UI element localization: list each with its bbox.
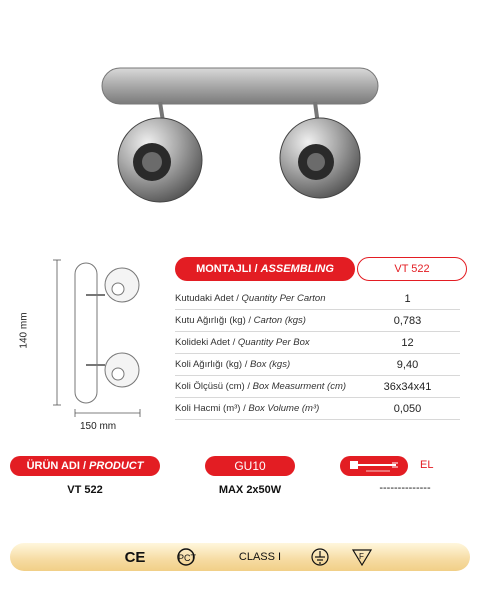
spec-value: 0,783 — [393, 314, 422, 327]
assembling-pill — [175, 257, 355, 281]
cable-pill — [340, 456, 465, 476]
spec-label: Kolideki Adet / — [175, 337, 238, 348]
lamp-type-pill: GU10 — [205, 456, 295, 476]
spec-value: 0,050 — [393, 402, 422, 415]
spec-row — [175, 376, 460, 398]
ground-icon — [308, 543, 332, 571]
product-name: VT 522 — [67, 484, 103, 496]
spec-label-en: Box Volume (m³) — [248, 403, 320, 414]
assembling-label-en: ASSEMBLING — [260, 263, 334, 275]
spec-table — [175, 288, 460, 420]
product-photo — [90, 50, 390, 220]
spec-label-en: Quantity Per Carton — [241, 293, 326, 304]
lamp-power: MAX 2x50W — [218, 484, 282, 496]
spec-value: 9,40 — [396, 358, 419, 371]
spec-value: 1 — [404, 292, 411, 305]
spec-row — [175, 310, 460, 332]
height-dimension: 140 mm — [18, 312, 30, 349]
cable-icon — [340, 456, 408, 476]
cable-label: EL — [420, 459, 434, 471]
spec-label-en: Box Measurment (cm) — [252, 381, 347, 392]
pct-mark: PCT — [178, 553, 196, 563]
spec-label: Koli Ağırlığı (kg) / — [175, 359, 250, 370]
class-label: CLASS I — [238, 551, 282, 563]
ce-mark: CE — [124, 548, 146, 566]
spec-label-en: Quantity Per Box — [237, 337, 310, 348]
product-label: ÜRÜN ADI / — [26, 460, 87, 472]
svg-text:F: F — [359, 552, 364, 561]
product-label-en: PRODUCT — [89, 460, 144, 472]
certification-bar — [10, 543, 470, 571]
spec-row — [175, 354, 460, 376]
spec-row — [175, 398, 460, 420]
spec-label: Kutudaki Adet / — [175, 293, 242, 304]
spec-label: Koli Hacmi (m³) / — [175, 403, 249, 414]
width-dimension: 150 mm — [80, 421, 117, 432]
spec-label-en: Carton (kgs) — [253, 315, 306, 326]
product-name-pill — [10, 456, 160, 476]
f-mark-icon — [350, 543, 374, 571]
spec-value: 36x34x41 — [383, 380, 432, 393]
spec-value: 12 — [401, 336, 414, 349]
spec-label: Koli Ölçüsü (cm) / — [175, 381, 253, 392]
spec-label: Kutu Ağırlığı (kg) / — [175, 315, 254, 326]
spec-row — [175, 288, 460, 310]
model-code-pill: VT 522 — [357, 257, 467, 281]
pct-mark-icon — [172, 543, 206, 571]
spec-label-en: Box (kgs) — [249, 359, 291, 370]
cable-value: -------------- — [379, 482, 431, 494]
spec-row — [175, 332, 460, 354]
assembling-label: MONTAJLI / — [196, 263, 258, 275]
dimension-drawing — [20, 255, 170, 435]
